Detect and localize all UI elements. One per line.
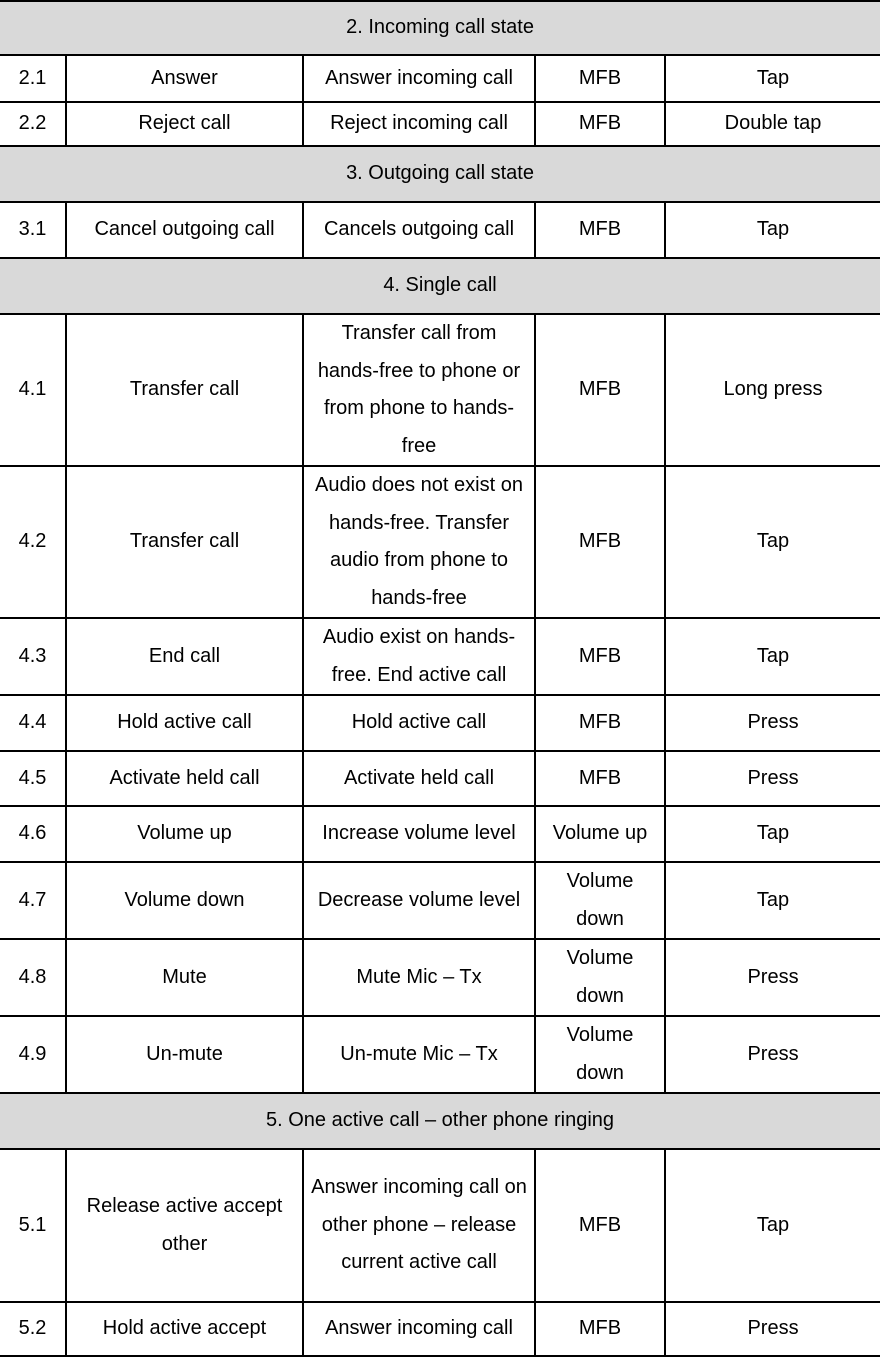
row-button: Volume down: [535, 1016, 665, 1093]
row-function: Volume up: [66, 806, 303, 862]
section-title: 3. Outgoing call state: [0, 146, 880, 202]
row-id: 5.2: [0, 1302, 66, 1356]
row-button: MFB: [535, 466, 665, 618]
row-description: Reject incoming call: [303, 102, 535, 146]
section-title: 2. Incoming call state: [0, 1, 880, 55]
row-function: Hold active accept: [66, 1302, 303, 1356]
section-header-row: [0, 1, 880, 55]
row-id: 2.1: [0, 55, 66, 102]
row-description: Increase volume level: [303, 806, 535, 862]
row-function: Mute: [66, 939, 303, 1016]
row-button: MFB: [535, 202, 665, 258]
row-id: 2.2: [0, 102, 66, 146]
row-button: MFB: [535, 314, 665, 466]
section-title: 4. Single call: [0, 258, 880, 314]
table-row: [0, 314, 880, 466]
row-description: Answer incoming call on other phone – release current active call: [303, 1149, 535, 1302]
table-row: [0, 1016, 880, 1093]
table-row: [0, 862, 880, 939]
row-function: Activate held call: [66, 751, 303, 806]
row-id: 4.5: [0, 751, 66, 806]
row-button: MFB: [535, 1302, 665, 1356]
row-function: Transfer call: [66, 466, 303, 618]
row-id: 4.3: [0, 618, 66, 695]
table-row: [0, 618, 880, 695]
row-description: Cancels outgoing call: [303, 202, 535, 258]
row-action: Tap: [665, 202, 880, 258]
row-function: Transfer call: [66, 314, 303, 466]
row-action: Tap: [665, 55, 880, 102]
row-action: Press: [665, 695, 880, 751]
row-button: MFB: [535, 1149, 665, 1302]
row-description: Transfer call from hands-free to phone or from phone to hands-free: [303, 314, 535, 466]
row-action: Press: [665, 1302, 880, 1356]
row-function: Un-mute: [66, 1016, 303, 1093]
row-action: Tap: [665, 862, 880, 939]
row-id: 5.1: [0, 1149, 66, 1302]
row-action: Press: [665, 939, 880, 1016]
table-row: [0, 466, 880, 618]
row-action: Tap: [665, 618, 880, 695]
row-button: MFB: [535, 618, 665, 695]
row-function: Reject call: [66, 102, 303, 146]
row-id: 4.9: [0, 1016, 66, 1093]
row-id: 4.4: [0, 695, 66, 751]
row-function: Cancel outgoing call: [66, 202, 303, 258]
row-description: Un-mute Mic – Tx: [303, 1016, 535, 1093]
row-id: 4.8: [0, 939, 66, 1016]
row-function: Volume down: [66, 862, 303, 939]
table-row: [0, 1302, 880, 1356]
table-row: [0, 1149, 880, 1302]
row-button: Volume down: [535, 862, 665, 939]
row-action: Tap: [665, 1149, 880, 1302]
row-description: Activate held call: [303, 751, 535, 806]
table-row: [0, 55, 880, 102]
row-function: Hold active call: [66, 695, 303, 751]
row-button: Volume up: [535, 806, 665, 862]
row-id: 4.7: [0, 862, 66, 939]
row-action: Tap: [665, 806, 880, 862]
row-action: Press: [665, 1016, 880, 1093]
row-action: Long press: [665, 314, 880, 466]
row-description: Hold active call: [303, 695, 535, 751]
row-button: MFB: [535, 695, 665, 751]
row-id: 4.2: [0, 466, 66, 618]
row-button: MFB: [535, 102, 665, 146]
table-row: [0, 695, 880, 751]
table-row: [0, 806, 880, 862]
row-action: Double tap: [665, 102, 880, 146]
row-description: Audio exist on hands-free. End active call: [303, 618, 535, 695]
section-header-row: [0, 1093, 880, 1149]
row-id: 4.1: [0, 314, 66, 466]
table-row: [0, 202, 880, 258]
row-id: 4.6: [0, 806, 66, 862]
table-row: [0, 939, 880, 1016]
row-function: End call: [66, 618, 303, 695]
row-description: Answer incoming call: [303, 55, 535, 102]
section-title: 5. One active call – other phone ringing: [0, 1093, 880, 1149]
row-description: Answer incoming call: [303, 1302, 535, 1356]
row-description: Audio does not exist on hands-free. Transfer audio from phone to hands-free: [303, 466, 535, 618]
table-row: [0, 751, 880, 806]
row-function: Answer: [66, 55, 303, 102]
row-button: Volume down: [535, 939, 665, 1016]
section-header-row: [0, 146, 880, 202]
table-row: [0, 102, 880, 146]
row-action: Press: [665, 751, 880, 806]
row-id: 3.1: [0, 202, 66, 258]
section-header-row: [0, 258, 880, 314]
row-function: Release active accept other: [66, 1149, 303, 1302]
row-button: MFB: [535, 55, 665, 102]
row-action: Tap: [665, 466, 880, 618]
row-description: Decrease volume level: [303, 862, 535, 939]
row-button: MFB: [535, 751, 665, 806]
row-description: Mute Mic – Tx: [303, 939, 535, 1016]
